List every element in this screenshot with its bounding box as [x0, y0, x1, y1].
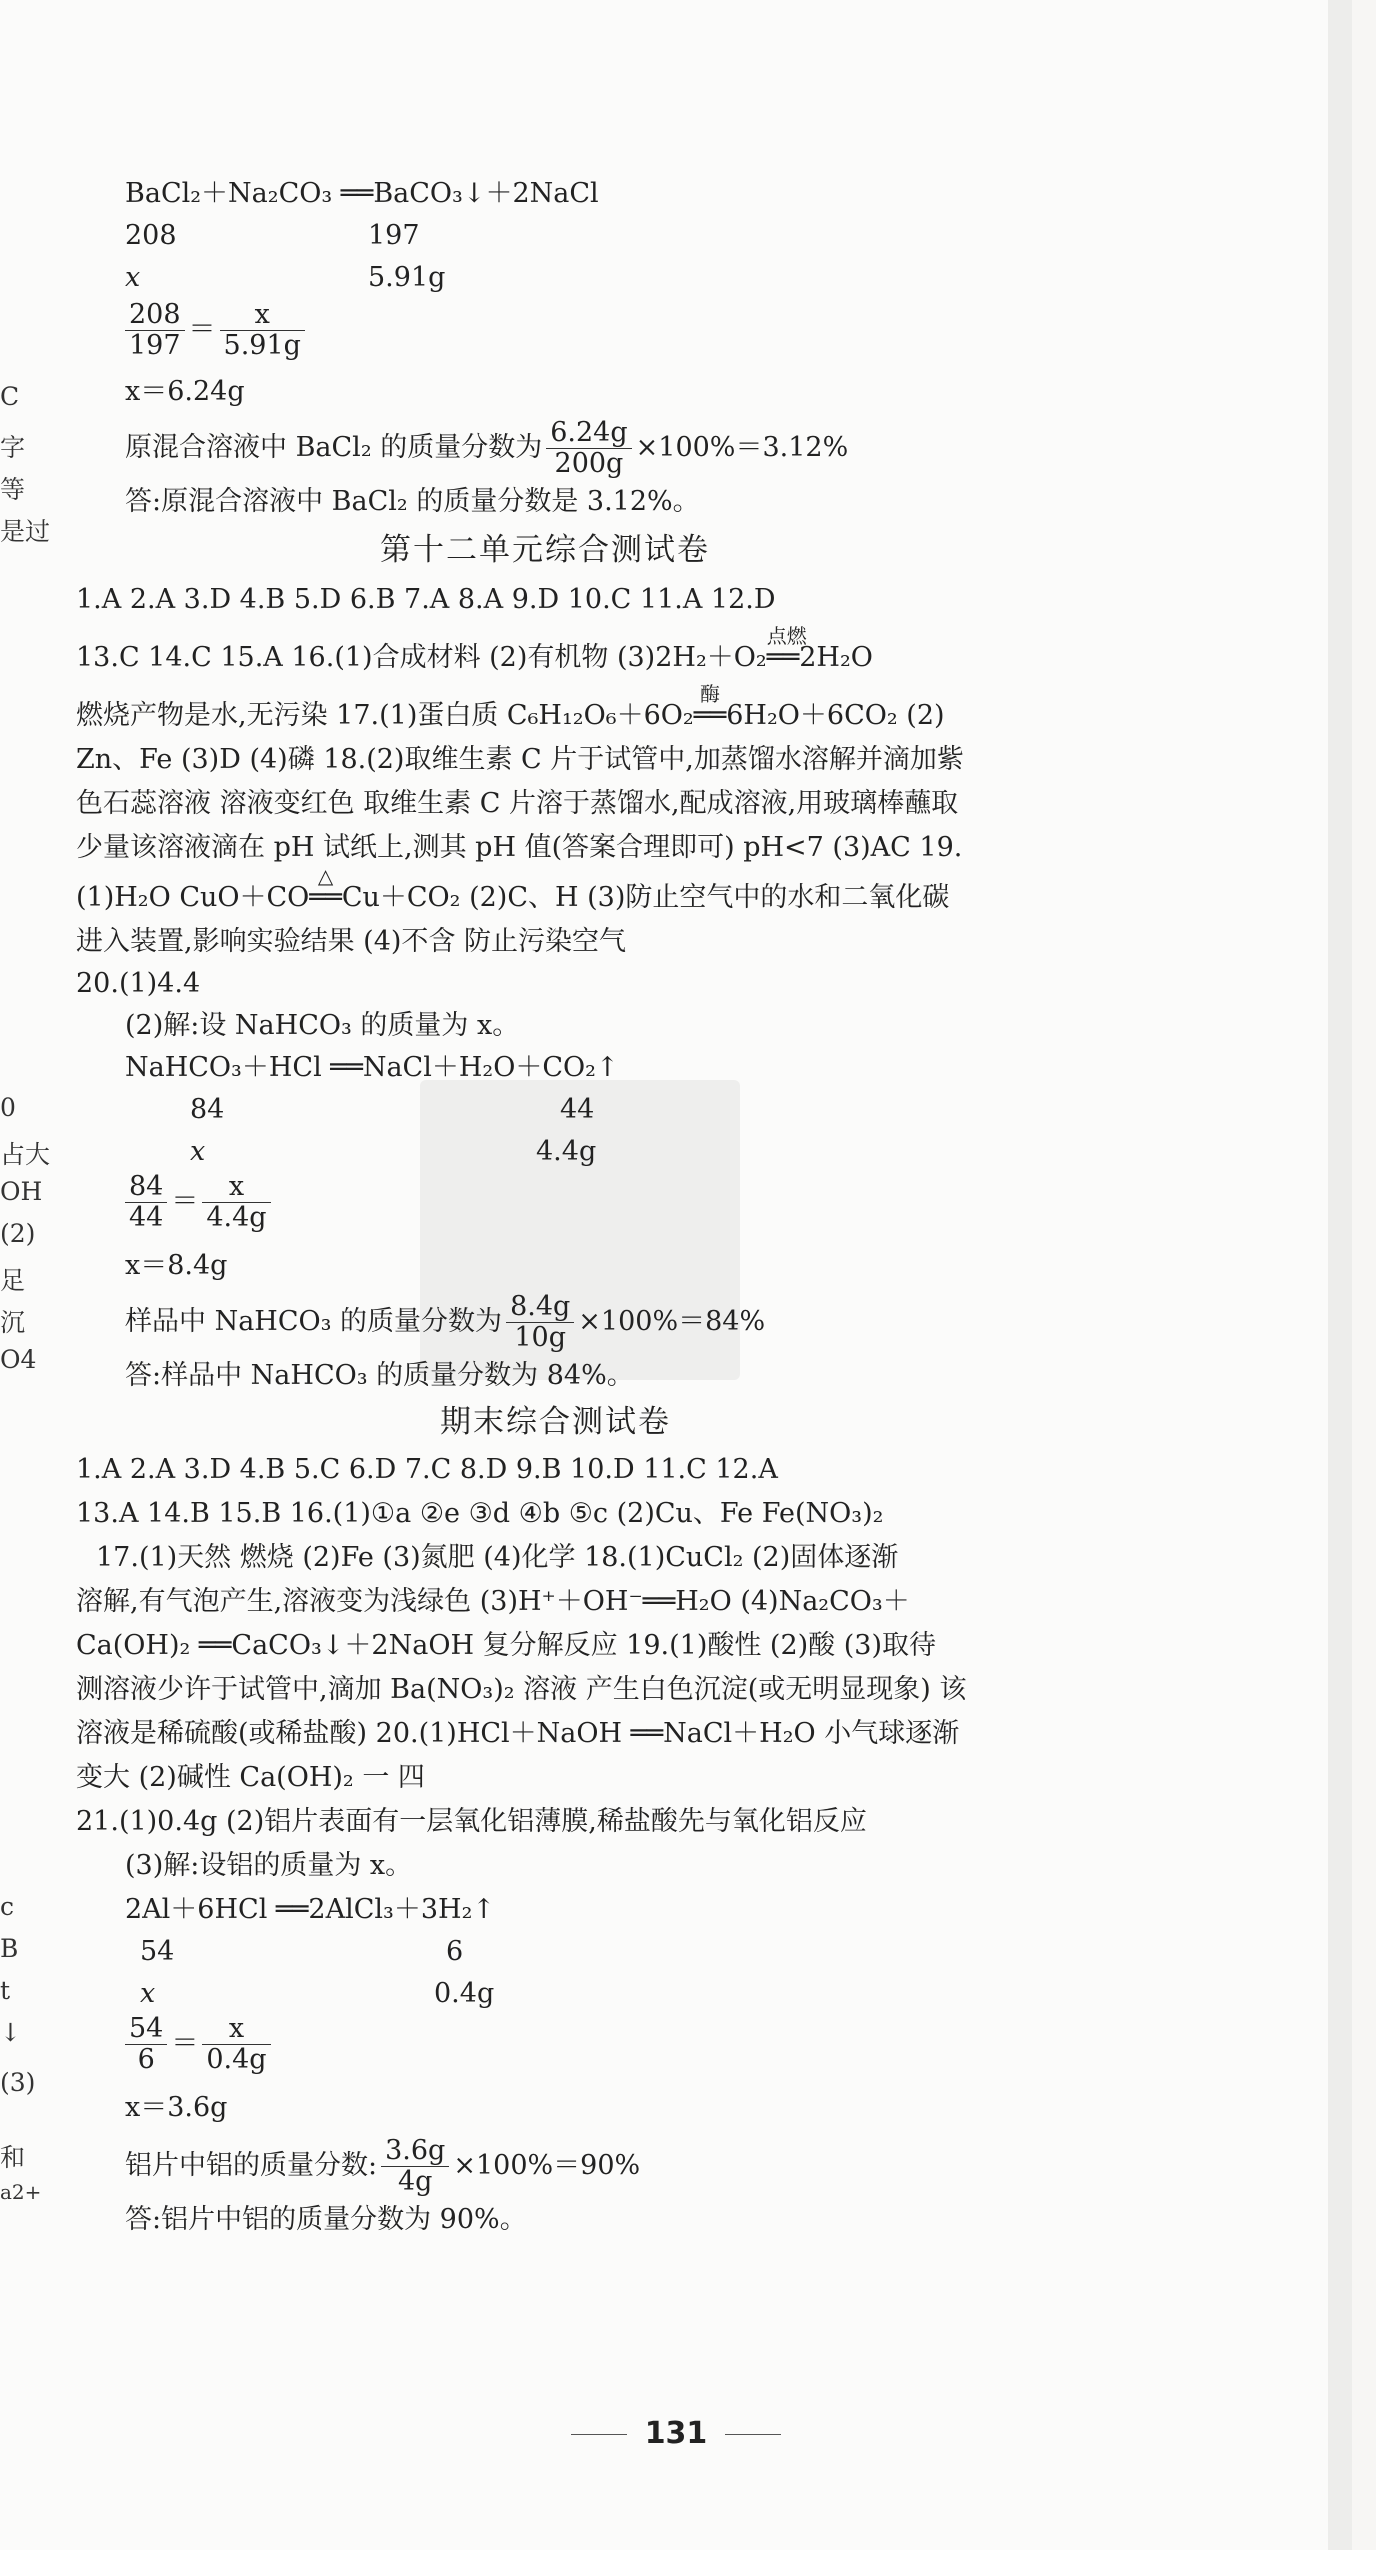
answer-row: Zn、Fe (3)D (4)磷 18.(2)取维生素 C 片于试管中,加蒸馏水溶解并滴加紫 [76, 744, 964, 775]
reaction-condition: △ ══ [309, 864, 342, 913]
answer-row: 20.(1)4.4 [76, 968, 201, 999]
ratio-value: 6 [446, 1936, 464, 1967]
solution-line: (2)解:设 NaHCO₃ 的质量为 x。 [125, 1010, 520, 1041]
margin-fragment: OH [0, 1177, 43, 1206]
proportion-line: $\frac{84}{44}$ ＝ $\frac{x}{4.4g}$ [121, 1172, 275, 1233]
ratio-value: 0.4g [434, 1978, 495, 2009]
margin-fragment: C [0, 382, 20, 411]
margin-fragment: B [0, 1934, 19, 1963]
margin-fragment: 0 [0, 1093, 16, 1122]
answer-line: 答:铝片中铝的质量分数为 90%。 [125, 2204, 527, 2235]
answer-row: 变大 (2)碱性 Ca(OH)₂ 一 四 [76, 1762, 425, 1793]
result-line: x＝8.4g [125, 1250, 228, 1281]
equation-line: BaCl₂＋Na₂CO₃ ══BaCO₃↓＋2NaCl [125, 178, 599, 209]
fraction: $\frac{x}{5.91g}$ [220, 300, 305, 361]
page-footer [0, 2416, 1352, 2451]
section-title: 第十二单元综合测试卷 [380, 532, 710, 568]
equation-line: NaHCO₃＋HCl ══NaCl＋H₂O＋CO₂↑ [125, 1052, 619, 1083]
reaction-condition: 酶 ══ [693, 682, 727, 731]
answer-row: 溶解,有气泡产生,溶液变为浅绿色 (3)H⁺＋OH⁻══H₂O (4)Na₂CO₃＋ [76, 1586, 910, 1617]
ratio-value: 4.4g [536, 1136, 597, 1167]
margin-fragment: 等 [0, 475, 26, 504]
answer-row: 少量该溶液滴在 pH 试纸上,测其 pH 值(答案合理即可) pH<7 (3)AC 19. [76, 832, 963, 863]
right-gutter [1328, 0, 1352, 2550]
answer-row: 溶液是稀硫酸(或稀盐酸) 20.(1)HCl＋NaOH ══NaCl＋H₂O 小气球逐渐 [76, 1718, 960, 1749]
ratio-value: 5.91g [368, 262, 446, 293]
margin-fragment: 沉 [0, 1308, 26, 1337]
margin-fragment: t [0, 1976, 11, 2005]
mass-fraction-line: 样品中 NaHCO₃ 的质量分数为 $\frac{8.4g}{10g}$ ×100%＝84% [125, 1291, 766, 1353]
answer-row: 21.(1)0.4g (2)铝片表面有一层氧化铝薄膜,稀盐酸先与氧化铝反应 [76, 1806, 867, 1837]
margin-fragment: 字 [0, 433, 26, 462]
margin-fragment: 是过 [0, 517, 51, 546]
answer-row: 进入装置,影响实验结果 (4)不含 防止污染空气 [76, 926, 626, 957]
margin-fragment: ↓ [0, 2018, 21, 2047]
answer-row: 13.C 14.C 15.A 16.(1)合成材料 (2)有机物 (3)2H₂＋O₂ 点燃 ══2H₂O [76, 640, 873, 676]
mass-fraction-line: 铝片中铝的质量分数: $\frac{3.6g}{4g}$ ×100%＝90% [125, 2135, 641, 2197]
ratio-value: 84 [190, 1094, 225, 1125]
margin-fragment: 足 [0, 1266, 26, 1295]
result-line: x＝3.6g [125, 2092, 228, 2123]
answer-row: 测溶液少许于试管中,滴加 Ba(NO₃)₂ 溶液 产生白色沉淀(或无明显现象) 该 [76, 1674, 967, 1705]
proportion-line: $\frac{54}{6}$ ＝ $\frac{x}{0.4g}$ [121, 2014, 275, 2075]
margin-fragment: O4 [0, 1345, 37, 1374]
answer-row: 色石蕊溶液 溶液变红色 取维生素 C 片溶于蒸馏水,配成溶液,用玻璃棒蘸取 [76, 788, 959, 819]
proportion-line: $\frac{208}{197}$ ＝ $\frac{x}{5.91g}$ [121, 300, 309, 361]
answer-row: 1.A 2.A 3.D 4.B 5.C 6.D 7.C 8.D 9.B 10.D 11.C 12.A [76, 1454, 778, 1485]
margin-fragment: (2) [0, 1219, 36, 1248]
answer-row: 13.A 14.B 15.B 16.(1)①a ②e ③d ④b ⑤c (2)Cu、Fe Fe(NO₃)₂ [76, 1498, 884, 1529]
answer-row: 1.A 2.A 3.D 4.B 5.D 6.B 7.A 8.A 9.D 10.C 11.A 12.D [76, 584, 776, 615]
fraction: $\frac{6.24g}{200g}$ [546, 418, 631, 479]
answer-line: 答:样品中 NaHCO₃ 的质量分数为 84%。 [125, 1360, 634, 1391]
mass-fraction-line: 原混合溶液中 BaCl₂ 的质量分数为 $\frac{6.24g}{200g}$ ×100%＝3.12% [125, 417, 849, 479]
fraction: $\frac{8.4g}{10g}$ [506, 1292, 574, 1353]
answer-line: 答:原混合溶液中 BaCl₂ 的质量分数是 3.12%。 [125, 486, 700, 517]
fraction: $\frac{208}{197}$ [125, 300, 185, 361]
solution-line: (3)解:设铝的质量为 x。 [125, 1850, 413, 1881]
margin-fragment: c [0, 1892, 15, 1921]
margin-fragment: 占大 [0, 1140, 51, 1169]
answer-row: Ca(OH)₂ ══CaCO₃↓＋2NaOH 复分解反应 19.(1)酸性 (2)酸 (3)取待 [76, 1630, 937, 1661]
margin-fragment: 和 [0, 2143, 26, 2172]
fraction: $\frac{x}{0.4g}$ [202, 2014, 270, 2075]
fraction: $\frac{x}{4.4g}$ [202, 1172, 270, 1233]
footer-dash [725, 2434, 781, 2435]
ratio-value: 54 [140, 1936, 175, 1967]
answer-row: 燃烧产物是水,无污染 17.(1)蛋白质 C₆H₁₂O₆＋6O₂ 酶 ══6H₂O＋6CO₂ (2) [76, 698, 945, 734]
reaction-condition: 点燃 ══ [766, 624, 807, 673]
fraction: $\frac{3.6g}{4g}$ [381, 2136, 449, 2197]
ratio-value: 44 [560, 1094, 595, 1125]
page-number: 131 [644, 2416, 708, 2451]
fraction: $\frac{54}{6}$ [125, 2014, 167, 2075]
ratio-value: x [125, 262, 141, 293]
section-title: 期末综合测试卷 [440, 1404, 671, 1440]
answer-row: 17.(1)天然 燃烧 (2)Fe (3)氮肥 (4)化学 18.(1)CuCl₂ (2)固体逐渐 [96, 1542, 899, 1573]
fraction: $\frac{84}{44}$ [125, 1172, 167, 1233]
answer-row: (1)H₂O CuO＋CO △ ══Cu＋CO₂ (2)C、H (3)防止空气中的水和二氧化碳 [76, 880, 949, 916]
margin-fragment: a2+ [0, 2180, 42, 2204]
margin-fragment: (3) [0, 2068, 36, 2097]
ratio-value: x [140, 1978, 156, 2009]
ratio-value: 208 [125, 220, 177, 251]
ratio-value: x [190, 1136, 206, 1167]
equation-line: 2Al＋6HCl ══2AlCl₃＋3H₂↑ [125, 1894, 496, 1925]
footer-dash [571, 2434, 627, 2435]
ratio-value: 197 [368, 220, 420, 251]
result-line: x＝6.24g [125, 376, 245, 407]
